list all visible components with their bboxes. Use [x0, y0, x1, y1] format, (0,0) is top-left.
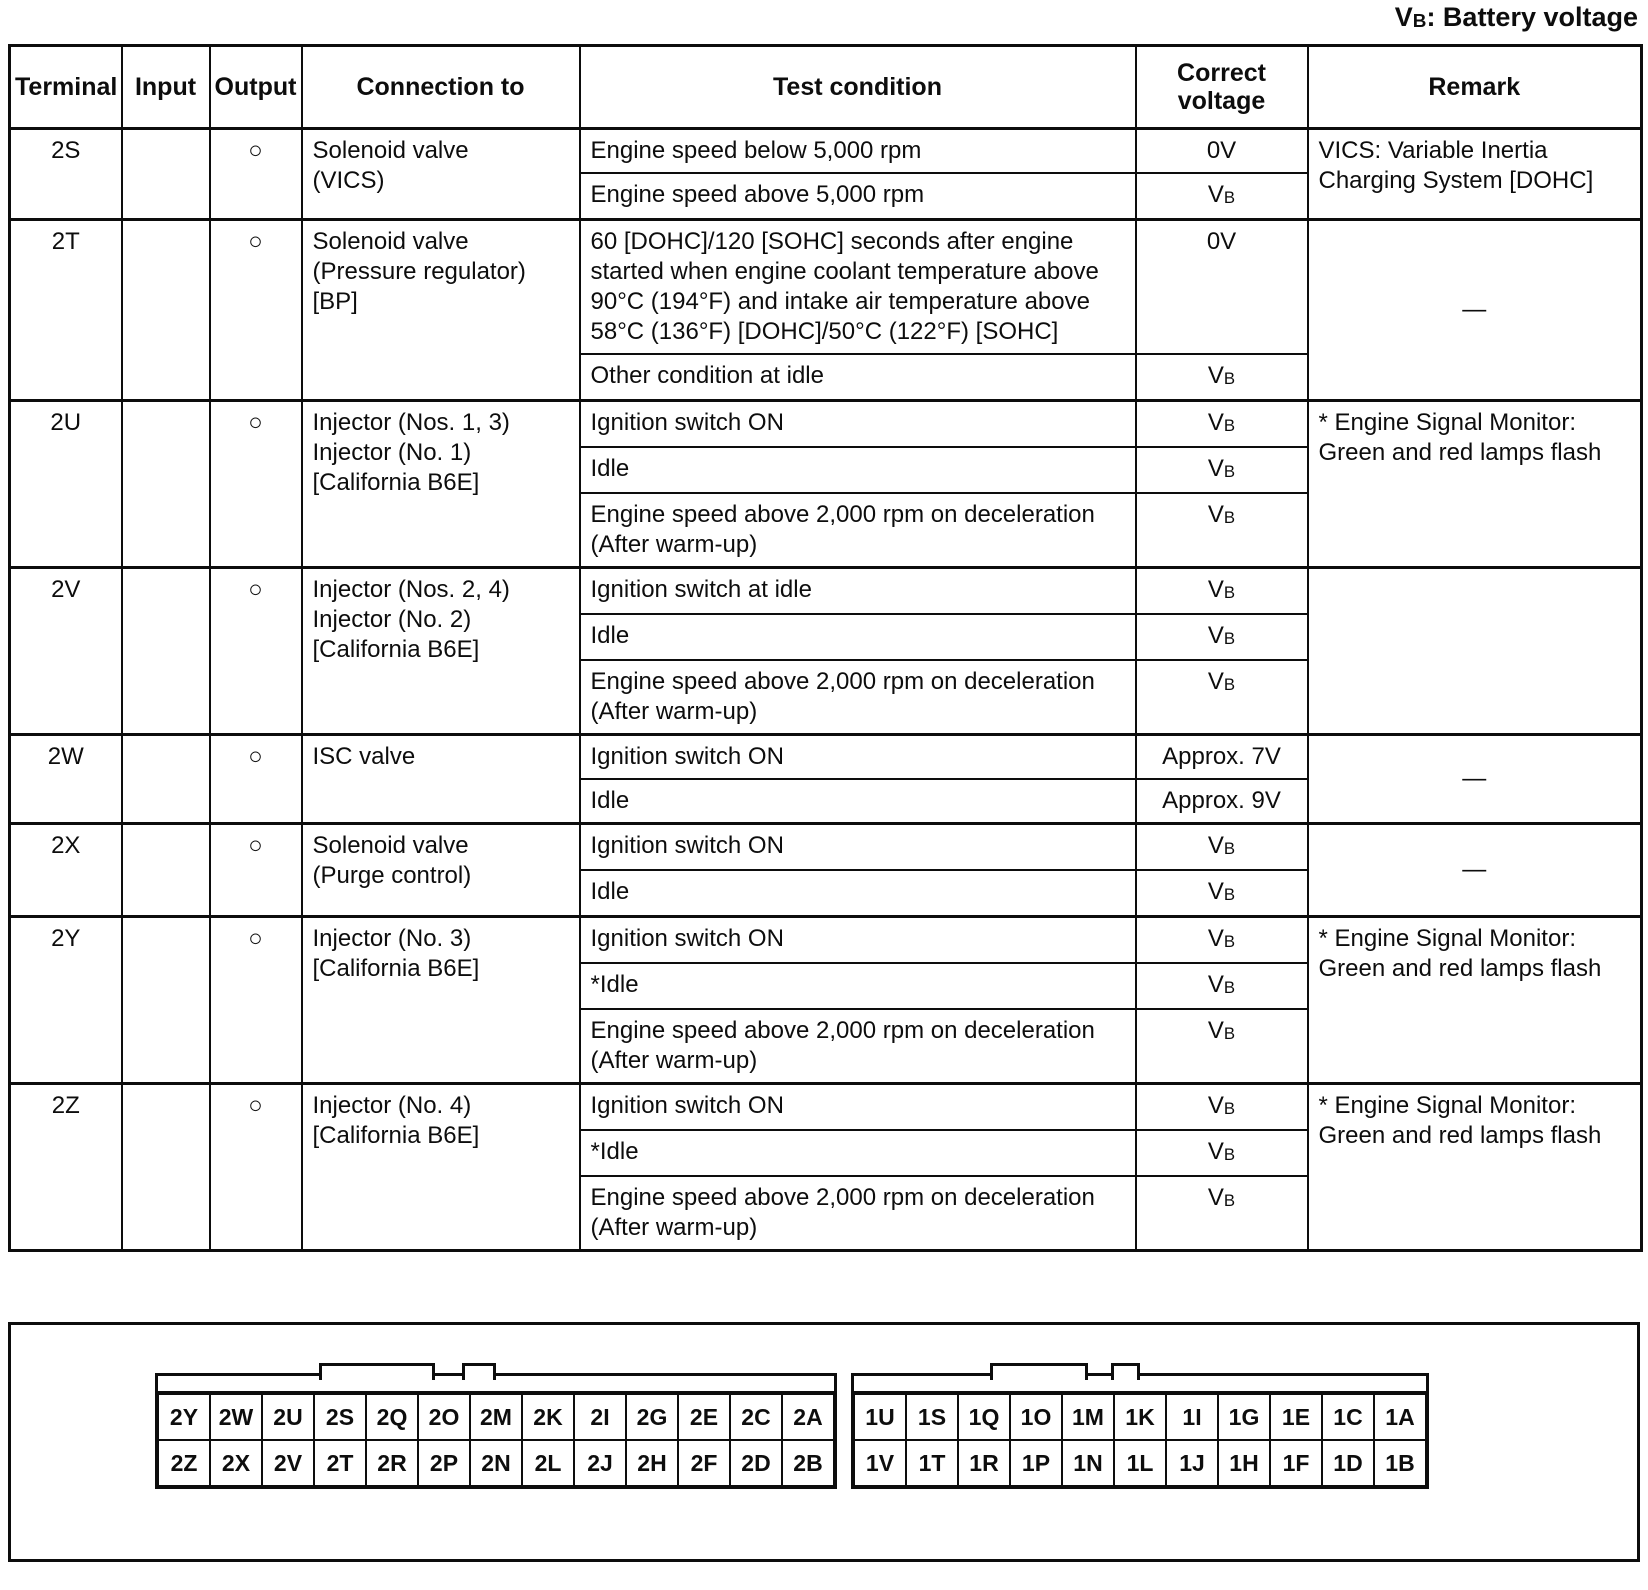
pin-1R: 1R	[958, 1440, 1010, 1486]
connector-block-2	[155, 1361, 837, 1489]
pin-2R: 2R	[366, 1440, 418, 1486]
terminal-cell: 2X	[10, 824, 122, 917]
connector-block-1	[851, 1361, 1429, 1489]
condition-cell: Engine speed below 5,000 rpm	[580, 129, 1136, 174]
table-row	[10, 735, 1642, 780]
connection-cell: Solenoid valve (VICS)	[302, 129, 580, 220]
pin-1S: 1S	[906, 1394, 958, 1440]
voltage-cell: VB	[1136, 870, 1308, 917]
voltage-cell: VB	[1136, 614, 1308, 660]
pin-1A: 1A	[1374, 1394, 1426, 1440]
connection-cell: Injector (No. 4) [California B6E]	[302, 1084, 580, 1251]
connection-cell: Injector (No. 3) [California B6E]	[302, 917, 580, 1084]
voltage-cell: Approx. 9V	[1136, 779, 1308, 824]
pin-2N: 2N	[470, 1440, 522, 1486]
condition-cell: *Idle	[580, 1130, 1136, 1176]
pin-1O: 1O	[1010, 1394, 1062, 1440]
pin-1V: 1V	[854, 1440, 906, 1486]
condition-cell: Ignition switch ON	[580, 1084, 1136, 1131]
pin-2Z: 2Z	[158, 1440, 210, 1486]
pin-2B: 2B	[782, 1440, 834, 1486]
pin-2P: 2P	[418, 1440, 470, 1486]
pin-2U: 2U	[262, 1394, 314, 1440]
table-row	[10, 220, 1642, 355]
column-header: Output	[210, 46, 302, 129]
voltage-cell: VB	[1136, 660, 1308, 735]
output-cell: ○	[210, 129, 302, 220]
pin-1I: 1I	[1166, 1394, 1218, 1440]
terminal-cell: 2U	[10, 401, 122, 568]
pin-2D: 2D	[730, 1440, 782, 1486]
table-row	[10, 401, 1642, 448]
voltage-cell: VB	[1136, 447, 1308, 493]
pin-1P: 1P	[1010, 1440, 1062, 1486]
terminal-cell: 2V	[10, 568, 122, 735]
pin-1K: 1K	[1114, 1394, 1166, 1440]
voltage-cell: VB	[1136, 173, 1308, 220]
output-cell: ○	[210, 1084, 302, 1251]
output-cell: ○	[210, 220, 302, 401]
voltage-cell: VB	[1136, 1176, 1308, 1251]
remark-cell: —	[1308, 824, 1642, 917]
pin-2W: 2W	[210, 1394, 262, 1440]
condition-cell: Engine speed above 2,000 rpm on deceleration (After warm-up)	[580, 493, 1136, 568]
input-cell	[122, 220, 210, 401]
condition-cell: Engine speed above 5,000 rpm	[580, 173, 1136, 220]
remark-cell: * Engine Signal Monitor: Green and red lamps flash	[1308, 401, 1642, 568]
profile-key-tab	[462, 1363, 496, 1380]
input-cell	[122, 1084, 210, 1251]
voltage-cell: VB	[1136, 493, 1308, 568]
terminal-cell: 2T	[10, 220, 122, 401]
column-header: Test condition	[580, 46, 1136, 129]
pin-2Y: 2Y	[158, 1394, 210, 1440]
pin-1H: 1H	[1218, 1440, 1270, 1486]
column-header: Correct voltage	[1136, 46, 1308, 129]
profile-key-tab	[1111, 1363, 1140, 1380]
table-row	[10, 917, 1642, 964]
voltage-cell: VB	[1136, 917, 1308, 964]
column-header: Terminal	[10, 46, 122, 129]
remark-cell: * Engine Signal Monitor: Green and red lamps flash	[1308, 1084, 1642, 1251]
voltage-cell: VB	[1136, 1009, 1308, 1084]
pin-2A: 2A	[782, 1394, 834, 1440]
output-cell: ○	[210, 735, 302, 824]
remark-cell: VICS: Variable Inertia Charging System [DOHC]	[1308, 129, 1642, 220]
condition-cell: Ignition switch ON	[580, 735, 1136, 780]
remark-cell	[1308, 568, 1642, 735]
connection-cell: Injector (Nos. 2, 4) Injector (No. 2) [California B6E]	[302, 568, 580, 735]
voltage-cell: VB	[1136, 1130, 1308, 1176]
pin-1B: 1B	[1374, 1440, 1426, 1486]
pin-2S: 2S	[314, 1394, 366, 1440]
condition-cell: Idle	[580, 447, 1136, 493]
condition-cell: Idle	[580, 870, 1136, 917]
input-cell	[122, 568, 210, 735]
voltage-cell: VB	[1136, 963, 1308, 1009]
connection-cell: ISC valve	[302, 735, 580, 824]
pin-2T: 2T	[314, 1440, 366, 1486]
profile-key-tab	[990, 1363, 1088, 1380]
pin-2F: 2F	[678, 1440, 730, 1486]
pin-1L: 1L	[1114, 1440, 1166, 1486]
pin-grid	[155, 1391, 837, 1489]
condition-cell: Ignition switch at idle	[580, 568, 1136, 615]
connection-cell: Solenoid valve (Pressure regulator) [BP]	[302, 220, 580, 401]
connection-cell: Injector (Nos. 1, 3) Injector (No. 1) [California B6E]	[302, 401, 580, 568]
pin-1C: 1C	[1322, 1394, 1374, 1440]
pin-1J: 1J	[1166, 1440, 1218, 1486]
pin-1F: 1F	[1270, 1440, 1322, 1486]
pin-2K: 2K	[522, 1394, 574, 1440]
pin-2E: 2E	[678, 1394, 730, 1440]
pin-2Q: 2Q	[366, 1394, 418, 1440]
connector-diagram	[8, 1322, 1640, 1562]
pin-2L: 2L	[522, 1440, 574, 1486]
voltage-cell: 0V	[1136, 129, 1308, 174]
voltage-cell: VB	[1136, 401, 1308, 448]
pin-2G: 2G	[626, 1394, 678, 1440]
condition-cell: *Idle	[580, 963, 1136, 1009]
condition-cell: Engine speed above 2,000 rpm on deceleration (After warm-up)	[580, 660, 1136, 735]
terminal-cell: 2Z	[10, 1084, 122, 1251]
pin-1U: 1U	[854, 1394, 906, 1440]
column-header: Connection to	[302, 46, 580, 129]
condition-cell: Idle	[580, 614, 1136, 660]
connector-assembly	[155, 1361, 1429, 1489]
pin-2I: 2I	[574, 1394, 626, 1440]
table-row	[10, 568, 1642, 615]
terminal-voltage-table	[8, 44, 1643, 1252]
profile-key-tab	[319, 1363, 435, 1380]
connector-top-profile	[155, 1361, 837, 1391]
input-cell	[122, 735, 210, 824]
pin-2O: 2O	[418, 1394, 470, 1440]
output-cell: ○	[210, 401, 302, 568]
voltage-cell: VB	[1136, 1084, 1308, 1131]
input-cell	[122, 401, 210, 568]
pin-grid	[851, 1391, 1429, 1489]
pin-2J: 2J	[574, 1440, 626, 1486]
column-header: Remark	[1308, 46, 1642, 129]
condition-cell: Engine speed above 2,000 rpm on deceleration (After warm-up)	[580, 1009, 1136, 1084]
table-row	[10, 129, 1642, 174]
pin-1N: 1N	[1062, 1440, 1114, 1486]
voltage-cell: VB	[1136, 354, 1308, 401]
input-cell	[122, 917, 210, 1084]
pin-1M: 1M	[1062, 1394, 1114, 1440]
condition-cell: Idle	[580, 779, 1136, 824]
pin-1D: 1D	[1322, 1440, 1374, 1486]
pin-1Q: 1Q	[958, 1394, 1010, 1440]
output-cell: ○	[210, 568, 302, 735]
voltage-cell: VB	[1136, 824, 1308, 871]
table-body	[10, 129, 1642, 1251]
pin-2M: 2M	[470, 1394, 522, 1440]
input-cell	[122, 129, 210, 220]
pin-1T: 1T	[906, 1440, 958, 1486]
terminal-cell: 2S	[10, 129, 122, 220]
condition-cell: 60 [DOHC]/120 [SOHC] seconds after engine started when engine coolant temperature above 90°C (194°F) and intake air temperature above 58°C (136°F) [DOHC]/50°C (122°F) [SOHC]	[580, 220, 1136, 355]
pin-2V: 2V	[262, 1440, 314, 1486]
pin-1E: 1E	[1270, 1394, 1322, 1440]
input-cell	[122, 824, 210, 917]
condition-cell: Ignition switch ON	[580, 401, 1136, 448]
condition-cell: Other condition at idle	[580, 354, 1136, 401]
remark-cell: * Engine Signal Monitor: Green and red lamps flash	[1308, 917, 1642, 1084]
output-cell: ○	[210, 917, 302, 1084]
output-cell: ○	[210, 824, 302, 917]
voltage-cell: Approx. 7V	[1136, 735, 1308, 780]
battery-voltage-note: VB: Battery voltage	[1394, 2, 1638, 32]
table-row	[10, 824, 1642, 871]
pin-2X: 2X	[210, 1440, 262, 1486]
column-header: Input	[122, 46, 210, 129]
remark-cell: —	[1308, 735, 1642, 824]
condition-cell: Ignition switch ON	[580, 917, 1136, 964]
pin-1G: 1G	[1218, 1394, 1270, 1440]
table-row	[10, 1084, 1642, 1131]
voltage-cell: 0V	[1136, 220, 1308, 355]
voltage-cell: VB	[1136, 568, 1308, 615]
condition-cell: Engine speed above 2,000 rpm on deceleration (After warm-up)	[580, 1176, 1136, 1251]
terminal-cell: 2Y	[10, 917, 122, 1084]
pin-2H: 2H	[626, 1440, 678, 1486]
terminal-cell: 2W	[10, 735, 122, 824]
pin-2C: 2C	[730, 1394, 782, 1440]
condition-cell: Ignition switch ON	[580, 824, 1136, 871]
connection-cell: Solenoid valve (Purge control)	[302, 824, 580, 917]
remark-cell: —	[1308, 220, 1642, 401]
connector-top-profile	[851, 1361, 1429, 1391]
table-header-row	[10, 46, 1642, 129]
